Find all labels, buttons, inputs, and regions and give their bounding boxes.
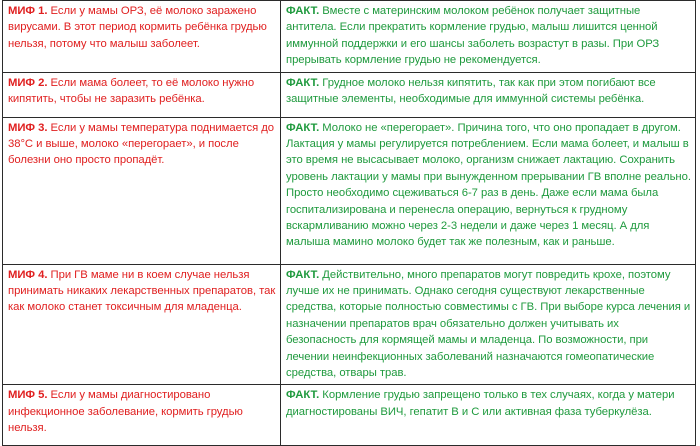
myth-cell [3, 72, 281, 117]
fact-label: ФАКТ. [286, 5, 320, 17]
fact-cell [281, 117, 696, 264]
fact-label: ФАКТ. [286, 268, 320, 281]
myth-text: Если у мамы температура поднимается до 38°С и выше, молоко «перегорает», и после болезни оно просто пропадёт. [8, 121, 275, 167]
fact-text: Молоко не «перегорает». Причина того, что оно пропадает в другом. Лактация у мамы регулируется потреблением. Если мама болеет, и малыш в это время не высасывает молоко, организм снижает лактацию. Сохранить уровень лактации у мамы при вынужденном прерывании ГВ вполне реально. Просто необходимо сцеживаться 6-7 раз в день. Даже если мама была госпитализирована и перенесла операцию, вернуться к грудному вскармливанию можно через 2-3 недели и даже через 1 месяц. А для малыша мамино молоко будет так же полезным, как и раньше. [286, 121, 691, 249]
myth-label: МИФ 5. [8, 389, 48, 402]
fact-label: ФАКТ. [286, 121, 320, 134]
fact-text: Грудное молоко нельзя кипятить, так как при этом погибают все защитные элементы, необходимые для иммунной системы ребёнка. [286, 76, 656, 106]
myth-cell [3, 264, 281, 385]
myth-label: МИФ 2. [8, 76, 48, 89]
fact-label: ФАКТ. [286, 389, 320, 402]
fact-text: Вместе с материнским молоком ребёнок получает защитные антитела. Если прекратить кормление грудью, малыш лишится ценной иммунной поддержки и его шансы заболеть возрастут в разы. При ОРЗ прерывать кормление грудью не рекомендуется. [286, 5, 660, 67]
fact-cell [281, 1, 696, 73]
myth-label: МИФ 3. [8, 121, 48, 134]
myth-cell [3, 117, 281, 264]
myth-cell [3, 1, 281, 73]
myth-text: При ГВ маме ни в коем случае нельзя принимать никаких лекарственных препаратов, так как молоко станет токсичным для младенца. [8, 268, 276, 314]
table-row [3, 1, 696, 73]
myth-text: Если мама болеет, то её молоко нужно кипятить, чтобы не заразить ребёнка. [8, 76, 255, 106]
myth-label: МИФ 4. [8, 268, 48, 281]
table-row [3, 117, 696, 264]
fact-text: Действительно, много препаратов могут повредить крохе, поэтому лучше их не принимать. Однако сегодня существуют лекарственные средства, которые полностью совместимы с ГВ. При выборе курса лечения и назначении препаратов врач обязательно должен учитывать их безопасность для кормящей мамы и младенца. По возможности, при лечении неинфекционных заболеваний назначаются гомеопатические средства, отвары трав. [286, 268, 691, 380]
myth-label: МИФ 1. [8, 5, 48, 17]
table-row [3, 264, 696, 385]
myth-text: Если у мамы диагностировано инфекционное заболевание, кормить грудью нельзя. [8, 389, 243, 435]
table-row [3, 72, 696, 117]
fact-cell [281, 72, 696, 117]
fact-text: Кормление грудью запрещено только в тех случаях, когда у матери диагностированы ВИЧ, гепатит В и С или активная фаза туберкулёза. [286, 389, 675, 418]
fact-label: ФАКТ. [286, 76, 320, 89]
fact-cell [281, 264, 696, 385]
myth-text: Если у мамы ОРЗ, её молоко заражено вирусами. В этот период кормить ребёнка грудью нельзя, потому что малыш заболеет. [8, 5, 267, 50]
myths-facts-table [2, 0, 696, 446]
